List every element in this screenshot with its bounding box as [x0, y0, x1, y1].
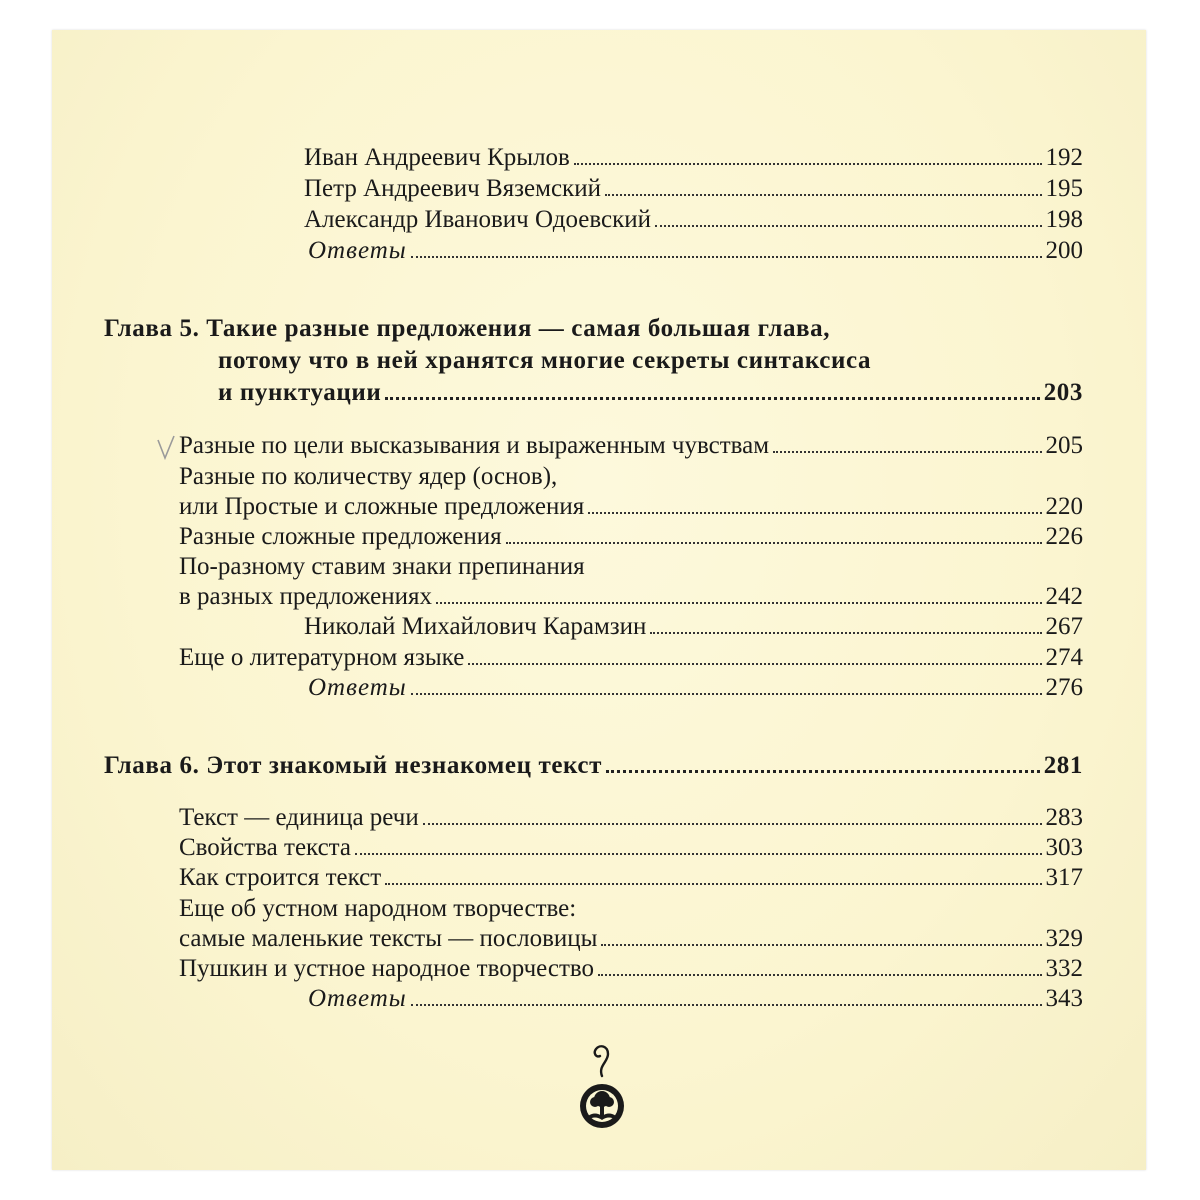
- dot-leader: [605, 194, 1042, 196]
- toc-entry-label: Ответы: [308, 674, 407, 701]
- toc-entry-label: Свойства текста: [179, 834, 351, 861]
- chapter-6-entry[interactable]: [104, 750, 1083, 782]
- toc-entry-label: Ответы: [308, 985, 407, 1012]
- toc-entry-label: Разные сложные предложения: [179, 523, 502, 550]
- dot-leader: [606, 770, 1040, 773]
- toc-entry[interactable]: [304, 174, 1083, 204]
- toc-entry-label-line1[interactable]: Разные по количеству ядер (основ),: [179, 463, 558, 490]
- toc-entry-page: 317: [1045, 864, 1083, 891]
- toc-entry-page: 332: [1045, 955, 1083, 982]
- toc-entry-label: Ответы: [308, 237, 407, 264]
- dot-leader: [650, 632, 1041, 634]
- toc-entry[interactable]: [179, 833, 1083, 863]
- toc-entry-page: 226: [1045, 523, 1083, 550]
- dot-leader: [423, 823, 1042, 825]
- toc-entry[interactable]: [179, 643, 1083, 673]
- chapter-5-title-line3: и пунктуации: [218, 379, 382, 406]
- chapter-6-title: Глава 6. Этот знакомый незнакомец текст: [104, 752, 602, 779]
- toc-entry-page: 283: [1045, 804, 1083, 831]
- dot-leader: [773, 451, 1041, 453]
- dot-leader: [598, 974, 1041, 976]
- toc-entry-page: 276: [1045, 674, 1083, 701]
- toc-entry[interactable]: [179, 954, 1083, 984]
- toc-entry[interactable]: [179, 803, 1083, 833]
- toc-entry-page: 343: [1045, 985, 1083, 1012]
- toc-entry[interactable]: [179, 924, 1083, 954]
- toc-entry-page: 274: [1045, 644, 1083, 671]
- dot-leader: [411, 693, 1042, 695]
- toc-entry-page: 192: [1045, 144, 1083, 171]
- chapter-5-title-line2[interactable]: потому что в ней хранятся многие секреты синтаксиса: [218, 347, 872, 374]
- toc-entry[interactable]: [304, 612, 1083, 642]
- toc-entry-label: в разных предложениях: [179, 583, 432, 610]
- toc-entry-label: или Простые и сложные предложения: [179, 493, 585, 520]
- toc-entry[interactable]: [179, 522, 1083, 552]
- toc-entry-label: самые маленькие тексты — пословицы: [179, 925, 598, 952]
- toc-entry-page: 329: [1045, 925, 1083, 952]
- toc-entry-label: Текст — единица речи: [179, 804, 419, 831]
- toc-entry-label: Пушкин и устное народное творчество: [179, 955, 595, 982]
- toc-entry-page: 242: [1045, 583, 1083, 610]
- toc-entry-label: Николай Михайлович Карамзин: [304, 613, 647, 640]
- toc-entry[interactable]: [179, 863, 1083, 893]
- toc-entry-page: 220: [1045, 493, 1083, 520]
- dot-leader: [655, 225, 1041, 227]
- pencil-tick-icon: [156, 434, 176, 462]
- toc-entry-label-line1[interactable]: Еще об устном народном творчестве:: [179, 895, 577, 922]
- dot-leader: [588, 512, 1041, 514]
- toc-entry-answers[interactable]: [308, 236, 1083, 266]
- toc-entry[interactable]: [304, 143, 1083, 173]
- dot-leader: [385, 883, 1041, 885]
- toc-entry[interactable]: [179, 582, 1083, 612]
- toc-entry-page: 267: [1045, 613, 1083, 640]
- chapter-5-entry[interactable]: [218, 377, 1083, 409]
- toc-entry-label-line1[interactable]: По-разному ставим знаки препинания: [179, 553, 585, 580]
- chapter-5-page: 203: [1043, 379, 1083, 406]
- dot-leader: [506, 542, 1042, 544]
- dot-leader: [468, 663, 1041, 665]
- toc-entry[interactable]: [179, 492, 1083, 522]
- chapter-6-page: 281: [1043, 752, 1083, 779]
- toc-entry-label: Иван Андреевич Крылов: [304, 144, 570, 171]
- toc-entry-label: Как строится текст: [179, 864, 382, 891]
- chapter-5-title-line1[interactable]: Глава 5. Такие разные предложения — самая большая глава,: [104, 315, 831, 342]
- toc-entry[interactable]: [179, 431, 1083, 461]
- dot-leader: [601, 944, 1041, 946]
- dot-leader: [411, 1004, 1042, 1006]
- dot-leader: [574, 163, 1042, 165]
- toc-entry-label: Разные по цели высказывания и выраженным чувствам: [179, 432, 770, 459]
- toc-entry-label: Александр Иванович Одоевский: [304, 206, 652, 233]
- toc-entry-page: 205: [1045, 432, 1083, 459]
- toc-entry-label: Еще о литературном языке: [179, 644, 465, 671]
- toc-entry-page: 200: [1045, 237, 1083, 264]
- toc-entry[interactable]: [304, 205, 1083, 235]
- toc-entry-page: 198: [1045, 206, 1083, 233]
- toc-entry-answers[interactable]: [308, 673, 1083, 703]
- dot-leader: [385, 397, 1039, 400]
- toc-entry-page: 195: [1045, 175, 1083, 202]
- dot-leader: [355, 853, 1042, 855]
- toc-entry-page: 303: [1045, 834, 1083, 861]
- toc-entry-answers[interactable]: [308, 984, 1083, 1014]
- dot-leader: [411, 256, 1042, 258]
- toc-entry-label: Петр Андреевич Вяземский: [304, 175, 601, 202]
- tree-emblem-icon: [578, 1036, 626, 1142]
- dot-leader: [436, 602, 1042, 604]
